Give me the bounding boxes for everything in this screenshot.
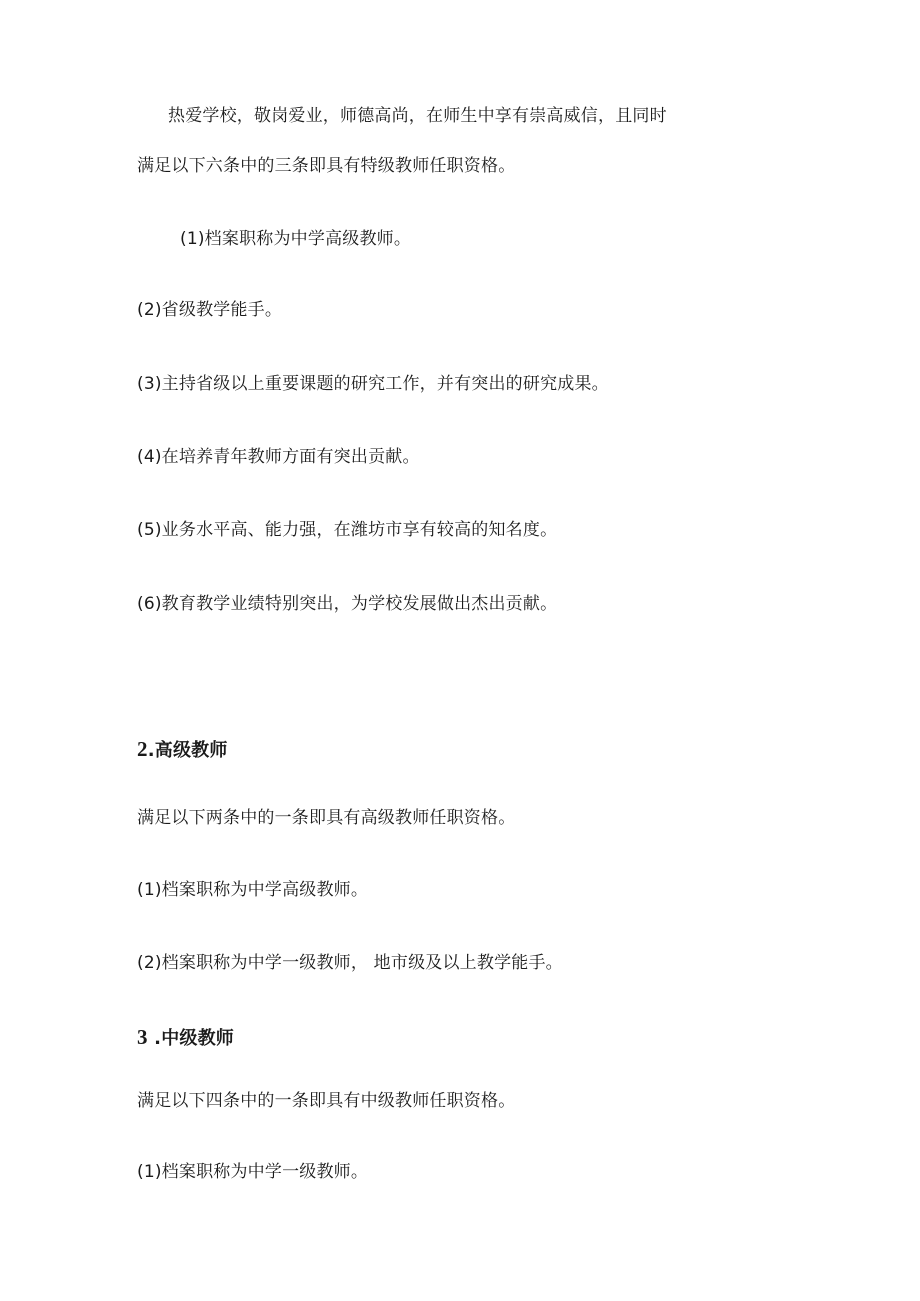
- paragraph-line: 满足以下六条中的三条即具有特级教师任职资格。: [137, 156, 516, 176]
- section-heading: [137, 1025, 234, 1051]
- section-intro: 满足以下两条中的一条即具有高级教师任职资格。: [137, 808, 516, 828]
- list-item: (6)教育教学业绩特别突出，为学校发展做出杰出贡献。: [137, 594, 558, 614]
- list-item: (2)档案职称为中学一级教师， 地市级及以上教学能手。: [137, 953, 563, 973]
- section-title: .中级教师: [147, 1028, 235, 1049]
- list-item: (1)档案职称为中学一级教师。: [137, 1162, 369, 1182]
- list-item: (4)在培养青年教师方面有突出贡献。: [137, 447, 420, 467]
- list-item: (1)档案职称为中学高级教师。: [180, 229, 412, 249]
- section-number: 2: [137, 737, 148, 761]
- paragraph-line: 热爱学校，敬岗爱业，师德高尚，在师生中享有崇高威信，且同时: [168, 106, 667, 126]
- section-number: 3: [137, 1025, 148, 1049]
- list-item: (3)主持省级以上重要课题的研究工作，并有突出的研究成果。: [137, 374, 609, 394]
- section-intro: 满足以下四条中的一条即具有中级教师任职资格。: [137, 1091, 516, 1111]
- list-item: (1)档案职称为中学高级教师。: [137, 880, 369, 900]
- list-item: (5)业务水平高、能力强，在潍坊市享有较高的知名度。: [137, 520, 558, 540]
- section-heading: [137, 737, 228, 763]
- list-item: (2)省级教学能手。: [137, 300, 283, 320]
- section-title: .高级教师: [147, 740, 228, 761]
